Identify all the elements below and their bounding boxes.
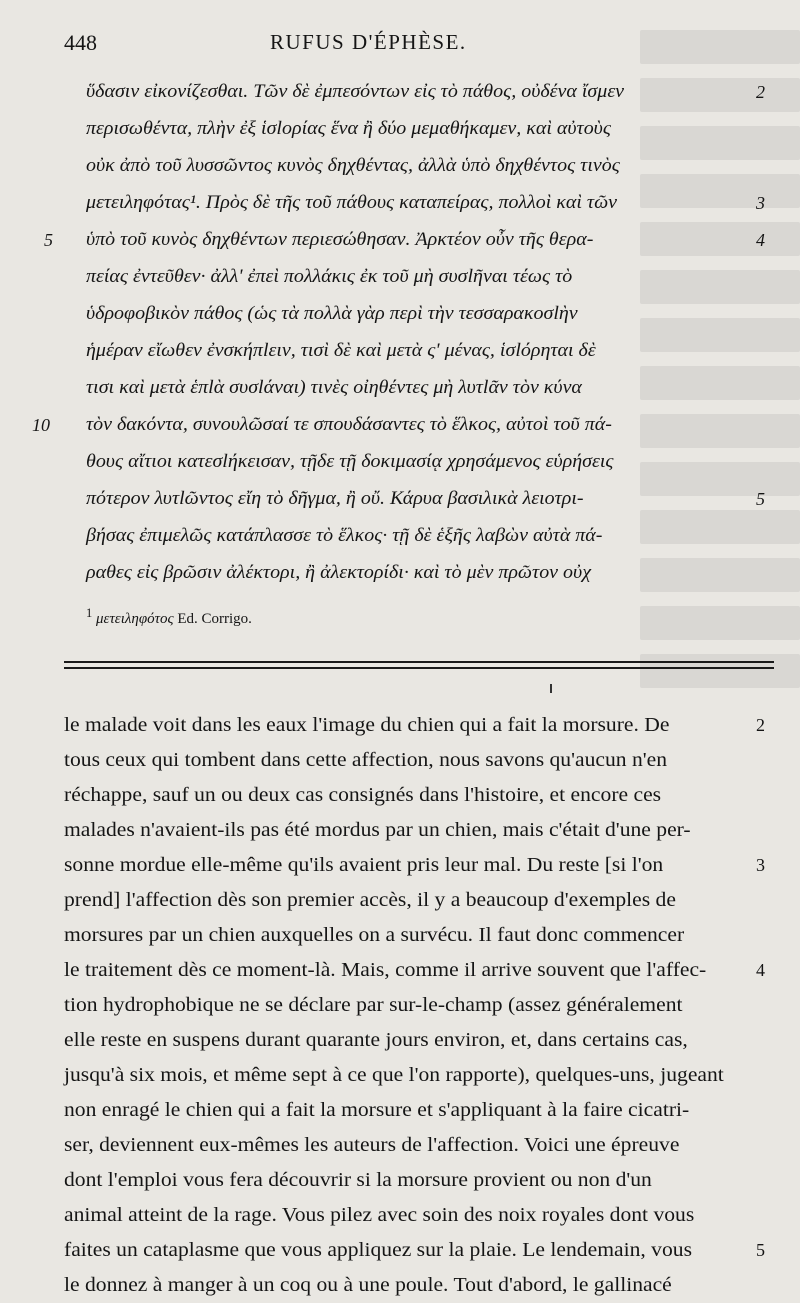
section-number: 5 [756,489,765,509]
french-line: faites un cataplasme que vous appliquez sur la plaie. Le lendemain, vous 5 [64,1233,746,1268]
greek-line: 5 ὑπὸ τοῦ κυνὸς δηχθέντων περιεσώθησαν. Ἀρκτέον οὖν τῆς θερα- 4 [86,222,746,259]
section-number: 5 [756,1240,765,1260]
greek-line: 10 τὸν δακόντα, συνουλῶσαί τε σπουδάσαντες τὸ ἕλκος, αὐτοὶ τοῦ πά- [86,407,746,444]
footnote-mark: 1 [86,606,93,620]
french-line: morsures par un chien auxquelles on a survécu. Il faut donc commencer [64,924,685,946]
greek-line: πότερον λυτlῶντος εἴη τὸ δῆγμα, ἢ οὔ. Κάρυα βασιλικὰ λειοτρι- 5 [86,481,746,518]
greek-line: ὕδασιν εἰκονίζεσθαι. Τῶν δὲ ἐμπεσόντων εἰς τὸ πάθος, οὐδένα ἴσμεν 2 [86,74,746,111]
greek-line: τισι καὶ μετὰ ἑπlὰ συσlάναι) τινὲς οἰηθέντες μὴ λυτlᾶν τὸν κύνα [86,378,582,398]
french-line: animal atteint de la rage. Vous pilez avec soin des noix royales dont vous [64,1204,695,1226]
greek-line: οὐκ ἀπὸ τοῦ λυσσῶντος κυνὸς δηχθέντας, ἀλλὰ ὑπὸ δηχθέντος τινὸς [86,156,620,176]
running-head: RUFUS D'ÉPHÈSE. [270,30,467,54]
french-line: malades n'avaient-ils pas été mordus par un chien, mais c'était d'une per- [64,819,691,841]
french-line: le traitement dès ce moment-là. Mais, comme il arrive souvent que l'affec- 4 [64,953,746,988]
french-line: elle reste en suspens durant quarante jours environ, et, dans certains cas, [64,1029,688,1051]
divider-rule [64,661,774,663]
section-number: 4 [756,230,765,250]
french-translation-block [64,708,765,1303]
greek-text-block [32,74,765,592]
footnote-greek: μετειληφότος [96,611,174,627]
greek-line: πείας ἐντεῦθεν· ἀλλ' ἐπεὶ πολλάκις ἐκ τοῦ μὴ συσlῆναι τέως τὸ [86,267,573,287]
line-number: 10 [32,415,50,435]
line-number: 5 [44,230,53,250]
greek-line: ραθες εἰς βρῶσιν ἀλέκτορι, ἢ ἀλεκτορίδι· καὶ τὸ μὲν πρῶτον οὐχ [86,563,592,583]
french-line: sonne mordue elle-même qu'ils avaient pris leur mal. Du reste [si l'on 3 [64,848,746,883]
french-line: prend] l'affection dès son premier accès, il y a beaucoup d'exemples de [64,889,676,911]
french-line: tous ceux qui tombent dans cette affection, nous savons qu'aucun n'en [64,749,668,771]
greek-line: βήσας ἐπιμελῶς κατάπλασσε τὸ ἕλκος· τῇ δὲ ἑξῆς λαβὼν αὐτὰ πά- [86,526,603,546]
greek-line: μετειληφότας¹. Πρὸς δὲ τῆς τοῦ πάθους καταπείρας, πολλοὶ καὶ τῶν 3 [86,185,746,222]
greek-line: ὑδροφοβικὸν πάθος (ὡς τὰ πολλὰ γὰρ περὶ τὴν τεσσαρακοσlὴν [86,304,578,324]
french-line: le donnez à manger à un coq ou à une poule. Tout d'abord, le gallinacé [64,1274,672,1296]
gutter-mark [550,684,552,693]
footnote [86,606,252,628]
french-line: réchappe, sauf un ou deux cas consignés dans l'histoire, et encore ces [64,784,662,806]
greek-line: θους αἴτιοι κατεσlήκεισαν, τῇδε τῇ δοκιμασίᾳ χρησάμενος εὑρήσεις [86,452,614,472]
page-header [0,30,800,60]
greek-line: περισωθέντα, πλὴν ἐξ ἱσlορίας ἕνα ἢ δύο μεμαθήκαμεν, καὶ αὐτοὺς [86,119,611,139]
divider-rule [64,667,774,669]
greek-line: ἡμέραν εἴωθεν ἐνσκήπlειν, τισὶ δὲ καὶ μετὰ ς' μένας, ἱσlόρηται δὲ [86,341,596,361]
french-line: dont l'emploi vous fera découvrir si la morsure provient ou non d'un [64,1169,652,1191]
french-line: ser, deviennent eux-mêmes les auteurs de l'affection. Voici une épreuve [64,1134,680,1156]
section-number: 3 [756,193,765,213]
section-number: 4 [756,960,765,980]
french-line: non enragé le chien qui a fait la morsure et s'appliquant à la faire cicatri- [64,1099,690,1121]
french-line: tion hydrophobique ne se déclare par sur-le-champ (assez généralement [64,994,683,1016]
section-number: 2 [756,82,765,102]
section-number: 3 [756,855,765,875]
page-number: 448 [64,30,97,55]
section-number: 2 [756,715,765,735]
french-line: jusqu'à six mois, et même sept à ce que l'on rapporte), quelques-uns, jugeant [64,1064,724,1086]
footnote-text: Ed. Corrigo. [177,611,252,627]
french-line: le malade voit dans les eaux l'image du chien qui a fait la morsure. De 2 [64,708,746,743]
